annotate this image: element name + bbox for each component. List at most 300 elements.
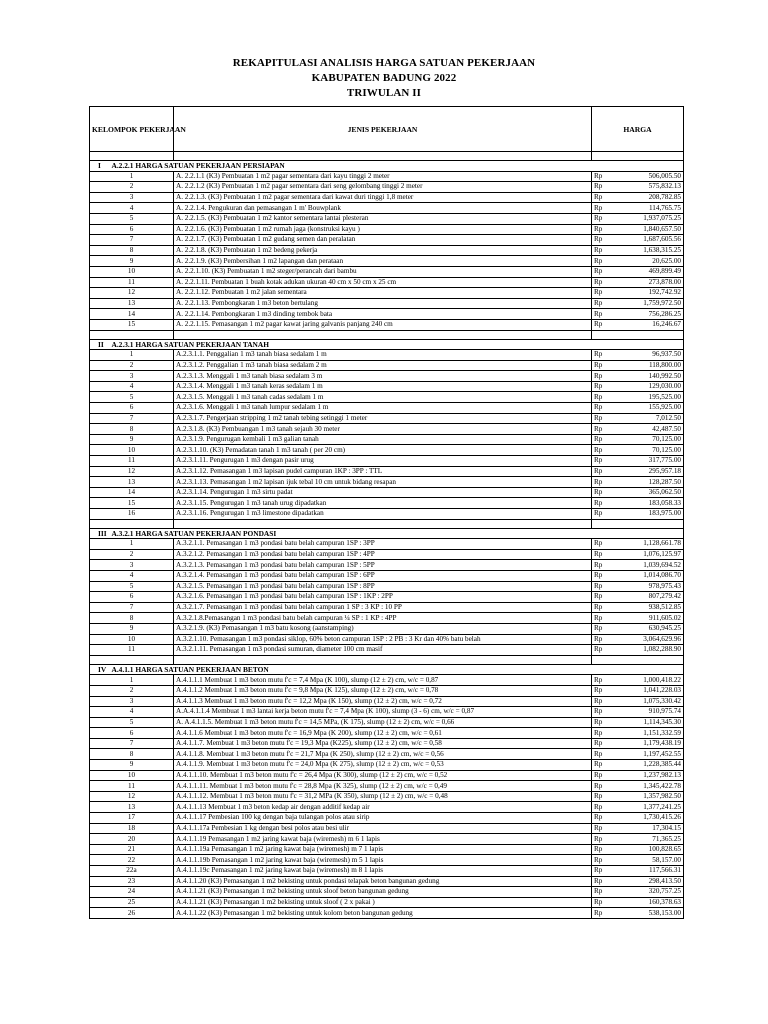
row-number: 6	[90, 403, 174, 414]
row-price: 910,975.74	[622, 707, 684, 718]
spacer-cell	[592, 152, 684, 161]
row-number: 3	[90, 192, 174, 203]
row-description: A. 2.2.1.12. Pembuatan 1 m2 jalan sementara	[174, 288, 592, 299]
row-price: 1,114,345.30	[622, 717, 684, 728]
spacer-row	[90, 655, 684, 664]
spacer-cell	[592, 655, 684, 664]
row-number: 6	[90, 592, 174, 603]
row-number: 5	[90, 581, 174, 592]
spacer-cell	[90, 152, 174, 161]
row-number: 15	[90, 498, 174, 509]
row-price: 1,237,982.13	[622, 770, 684, 781]
row-price: 140,992.50	[622, 371, 684, 382]
row-description: A.4.1.1.17a Pembesian 1 kg dengan besi polos atau besi ulir	[174, 823, 592, 834]
table-row	[90, 813, 684, 824]
row-description: A.2.3.1.8. (K3) Pembuangan 1 m3 tanah sejauh 30 meter	[174, 424, 592, 435]
row-description: A. 2.2.1.8. (K3) Pembuatan 1 m2 bedeng pekerja	[174, 245, 592, 256]
header-harga: HARGA	[592, 107, 684, 152]
table-row	[90, 696, 684, 707]
table-row	[90, 560, 684, 571]
row-number: 6	[90, 224, 174, 235]
row-description: A.3.2.1.6. Pemasangan 1 m3 pondasi batu belah campuran 1SP : 1KP : 2PP	[174, 592, 592, 603]
row-price: 192,742.92	[622, 288, 684, 299]
row-currency: Rp	[592, 487, 622, 498]
row-price: 298,413.50	[622, 876, 684, 887]
row-price: 365,062.50	[622, 487, 684, 498]
row-description: A.4.1.1.8. Membuat 1 m3 beton mutu f'c = 21,7 Mpa (K 250), slump (12 ± 2) cm, w/c = 0,56	[174, 749, 592, 760]
row-price: 1,638,315.25	[622, 245, 684, 256]
row-currency: Rp	[592, 887, 622, 898]
section-row	[90, 339, 684, 350]
table-row	[90, 539, 684, 550]
row-price: 155,925.00	[622, 403, 684, 414]
price-table	[89, 106, 684, 919]
row-number: 13	[90, 802, 174, 813]
row-description: A.2.3.1.12. Pemasangan 1 m3 lapisan pudel campuran 1KP : 3PP : TTL	[174, 466, 592, 477]
row-price: 1,151,332.59	[622, 728, 684, 739]
row-price: 938,512.85	[622, 602, 684, 613]
table-row	[90, 277, 684, 288]
row-number: 12	[90, 791, 174, 802]
table-row	[90, 623, 684, 634]
row-currency: Rp	[592, 319, 622, 330]
row-description: A. 2.2.1.11. Pembuatan 1 buah kotak adukan ukuran 40 cm x 50 cm x 25 cm	[174, 277, 592, 288]
row-price: 160,378.63	[622, 897, 684, 908]
table-row	[90, 298, 684, 309]
row-currency: Rp	[592, 392, 622, 403]
row-currency: Rp	[592, 876, 622, 887]
row-currency: Rp	[592, 171, 622, 182]
row-number: 10	[90, 634, 174, 645]
row-currency: Rp	[592, 245, 622, 256]
row-currency: Rp	[592, 634, 622, 645]
row-currency: Rp	[592, 834, 622, 845]
row-description: A.2.3.1.9. Pengurugan kembali 1 m3 galian tanah	[174, 434, 592, 445]
row-currency: Rp	[592, 413, 622, 424]
row-price: 42,487.50	[622, 424, 684, 435]
row-description: A.3.2.1.11. Pemasangan 1 m3 pondasi sumuran, diameter 100 cm masif	[174, 645, 592, 656]
table-row	[90, 602, 684, 613]
row-currency: Rp	[592, 623, 622, 634]
table-row	[90, 844, 684, 855]
table-row	[90, 866, 684, 877]
table-row	[90, 235, 684, 246]
row-price: 1,197,452.55	[622, 749, 684, 760]
row-price: 17,304.15	[622, 823, 684, 834]
section-row	[90, 528, 684, 539]
table-row	[90, 309, 684, 320]
table-row	[90, 266, 684, 277]
row-number: 2	[90, 182, 174, 193]
spacer-cell	[592, 519, 684, 528]
table-row	[90, 802, 684, 813]
row-number: 4	[90, 203, 174, 214]
row-number: 3	[90, 560, 174, 571]
row-number: 1	[90, 539, 174, 550]
row-number: 8	[90, 613, 174, 624]
table-row	[90, 360, 684, 371]
table-row	[90, 592, 684, 603]
row-price: 70,125.00	[622, 434, 684, 445]
row-price: 295,957.18	[622, 466, 684, 477]
row-currency: Rp	[592, 791, 622, 802]
row-number: 22	[90, 855, 174, 866]
row-description: A.4.1.1.12. Membuat 1 m3 beton mutu f'c = 31,2 MPa (K 350), slump (12 ± 2) cm, w/c = 0,48	[174, 791, 592, 802]
row-number: 11	[90, 277, 174, 288]
row-description: A.4.1.1.19c Pemasangan 1 m2 jaring kawat baja (wiremesh) m 8 1 lapis	[174, 866, 592, 877]
row-currency: Rp	[592, 813, 622, 824]
row-currency: Rp	[592, 675, 622, 686]
table-row	[90, 908, 684, 919]
row-price: 317,775.00	[622, 456, 684, 467]
row-currency: Rp	[592, 770, 622, 781]
row-number: 14	[90, 487, 174, 498]
table-row	[90, 392, 684, 403]
row-currency: Rp	[592, 749, 622, 760]
row-currency: Rp	[592, 360, 622, 371]
row-currency: Rp	[592, 466, 622, 477]
row-number: 17	[90, 813, 174, 824]
table-row	[90, 834, 684, 845]
row-number: 1	[90, 350, 174, 361]
row-price: 978,975.43	[622, 581, 684, 592]
row-number: 9	[90, 434, 174, 445]
row-number: 12	[90, 466, 174, 477]
row-currency: Rp	[592, 738, 622, 749]
row-currency: Rp	[592, 707, 622, 718]
row-price: 1,128,661.78	[622, 539, 684, 550]
row-description: A. 2.2.1.14. Pembongkaran 1 m3 dinding tembok bata	[174, 309, 592, 320]
row-description: A.3.2.1.5. Pemasangan 1 m3 pondasi batu belah campuran 1SP : 8PP	[174, 581, 592, 592]
row-description: A.3.2.1.4. Pemasangan 1 m3 pondasi batu belah campuran 1SP : 6PP	[174, 570, 592, 581]
table-row	[90, 498, 684, 509]
section-row	[90, 161, 684, 172]
spacer-cell	[90, 519, 174, 528]
table-row	[90, 728, 684, 739]
row-description: A. 2.2.1.3. (K3) Pembuatan 1 m2 pagar sementara dari kawat duri tinggi 1,8 meter	[174, 192, 592, 203]
title-line-2: KABUPATEN BADUNG 2022	[311, 72, 457, 84]
row-number: 3	[90, 696, 174, 707]
row-description: A.4.1.1.10. Membuat 1 m3 beton mutu f'c = 26,4 Mpa (K 300), slump (12 ± 2) cm, w/c = 0,52	[174, 770, 592, 781]
row-price: 58,157.00	[622, 855, 684, 866]
row-number: 15	[90, 319, 174, 330]
row-number: 25	[90, 897, 174, 908]
row-number: 9	[90, 256, 174, 267]
row-currency: Rp	[592, 203, 622, 214]
row-number: 14	[90, 309, 174, 320]
table-row	[90, 424, 684, 435]
row-description: A.4.1.1.3 Membuat 1 m3 beton mutu f'c = 12,2 Mpa (K 150), slump (12 ± 2) cm, w/c = 0,72	[174, 696, 592, 707]
table-row	[90, 403, 684, 414]
spacer-row	[90, 152, 684, 161]
row-number: 4	[90, 381, 174, 392]
row-number: 7	[90, 738, 174, 749]
spacer-cell	[592, 330, 684, 339]
table-row	[90, 738, 684, 749]
row-currency: Rp	[592, 728, 622, 739]
table-row	[90, 171, 684, 182]
row-description: A.4.1.1.9. Membuat 1 m3 beton mutu f'c = 24,0 Mpa (K 275), slump (12 ± 2) cm, w/c = 0,53	[174, 760, 592, 771]
row-price: 100,828.65	[622, 844, 684, 855]
table-row	[90, 581, 684, 592]
section-roman: III	[90, 528, 110, 539]
row-currency: Rp	[592, 424, 622, 435]
table-row	[90, 224, 684, 235]
table-row	[90, 613, 684, 624]
row-price: 1,937,075.25	[622, 213, 684, 224]
table-row	[90, 288, 684, 299]
row-currency: Rp	[592, 549, 622, 560]
row-price: 1,759,972.50	[622, 298, 684, 309]
row-description: A.4.1.1.17 Pembesian 100 kg dengan baja tulangan polos atau sirip	[174, 813, 592, 824]
row-currency: Rp	[592, 381, 622, 392]
table-row	[90, 570, 684, 581]
row-description: A.4.1.1.13 Membuat 1 m3 beton kedap air dengan additif kedap air	[174, 802, 592, 813]
row-currency: Rp	[592, 288, 622, 299]
row-number: 22a	[90, 866, 174, 877]
row-price: 1,357,982.50	[622, 791, 684, 802]
row-currency: Rp	[592, 592, 622, 603]
row-number: 21	[90, 844, 174, 855]
row-description: A. A.4.1.1.5. Membuat 1 m3 beton mutu f'c = 14,5 MPa, (K 175), slump (12 ± 2) cm, w/c = 0,66	[174, 717, 592, 728]
table-body	[90, 152, 684, 919]
row-number: 2	[90, 360, 174, 371]
section-roman: I	[90, 161, 110, 172]
spacer-cell	[174, 330, 592, 339]
row-currency: Rp	[592, 560, 622, 571]
row-number: 8	[90, 424, 174, 435]
row-number: 8	[90, 245, 174, 256]
row-currency: Rp	[592, 855, 622, 866]
row-number: 13	[90, 477, 174, 488]
table-row	[90, 781, 684, 792]
table-row	[90, 717, 684, 728]
row-description: A.4.1.1.22 (K3) Pemasangan 1 m2 bekisting untuk kolom beton bangunan gedung	[174, 908, 592, 919]
table-row	[90, 897, 684, 908]
table-row	[90, 319, 684, 330]
row-description: A.2.3.1.3. Menggali 1 m3 tanah biasa sedalam 3 m	[174, 371, 592, 382]
table-row	[90, 192, 684, 203]
row-currency: Rp	[592, 498, 622, 509]
table-row	[90, 675, 684, 686]
row-description: A.2.3.1.16. Pengurugan 1 m3 limestone dipadatkan	[174, 509, 592, 520]
spacer-cell	[174, 655, 592, 664]
spacer-row	[90, 519, 684, 528]
row-price: 273,878.00	[622, 277, 684, 288]
row-currency: Rp	[592, 696, 622, 707]
row-price: 538,153.00	[622, 908, 684, 919]
row-currency: Rp	[592, 760, 622, 771]
row-currency: Rp	[592, 266, 622, 277]
row-price: 469,899.49	[622, 266, 684, 277]
row-price: 129,030.00	[622, 381, 684, 392]
section-row	[90, 664, 684, 675]
row-description: A.2.3.1.11. Pengurugan 1 m3 dengan pasir urug	[174, 456, 592, 467]
row-description: A.3.2.1.10. Pemasangan 1 m3 pondasi siklop, 60% beton campuran 1SP : 2 PB : 3 Kr dan 40% batu belah	[174, 634, 592, 645]
row-description: A.4.1.1.20 (K3) Pemasangan 1 m2 bekisting untuk pondasi telapak beton bangunan gedung	[174, 876, 592, 887]
row-price: 1,179,438.19	[622, 738, 684, 749]
row-price: 1,730,415.26	[622, 813, 684, 824]
row-description: A.4.1.1.2 Membuat 1 m3 beton mutu f'c = 9,8 Mpa (K 125), slump (12 ± 2) cm, w/c = 0,78	[174, 685, 592, 696]
row-number: 5	[90, 213, 174, 224]
row-description: A.2.3.1.1. Penggalian 1 m3 tanah biasa sedalam 1 m	[174, 350, 592, 361]
row-number: 4	[90, 570, 174, 581]
row-price: 1,228,385.44	[622, 760, 684, 771]
row-currency: Rp	[592, 781, 622, 792]
row-price: 71,365.25	[622, 834, 684, 845]
row-description: A.2.3.1.5. Menggali 1 m3 tanah cadas sedalam 1 m	[174, 392, 592, 403]
row-currency: Rp	[592, 277, 622, 288]
row-number: 7	[90, 413, 174, 424]
row-currency: Rp	[592, 350, 622, 361]
row-description: A.2.3.1.13. Pemasangan 1 m2 lapisan ijuk tebal 10 cm untuk bidang resapan	[174, 477, 592, 488]
row-description: A.3.2.1.3. Pemasangan 1 m3 pondasi batu belah campuran 1SP : 5PP	[174, 560, 592, 571]
row-number: 2	[90, 685, 174, 696]
row-currency: Rp	[592, 897, 622, 908]
table-row	[90, 770, 684, 781]
row-price: 118,800.00	[622, 360, 684, 371]
row-currency: Rp	[592, 823, 622, 834]
row-number: 5	[90, 717, 174, 728]
row-description: A.4.1.1.21 (K3) Pemasangan 1 m2 bekisting untuk sloof ( 2 x pakai )	[174, 897, 592, 908]
row-number: 13	[90, 298, 174, 309]
row-description: A. 2.2.1.5. (K3) Pembuatan 1 m2 kantor sementara lantai plesteran	[174, 213, 592, 224]
row-price: 1,082,288.90	[622, 645, 684, 656]
row-currency: Rp	[592, 802, 622, 813]
spacer-cell	[90, 655, 174, 664]
row-description: A.3.2.1.8.Pemasangan 1 m3 pondasi batu belah campuran ¼ SP : 1 KP : 4PP	[174, 613, 592, 624]
row-description: A. 2.2.1.15. Pemasangan 1 m2 pagar kawat jaring galvanis panjang 240 cm	[174, 319, 592, 330]
row-currency: Rp	[592, 182, 622, 193]
row-number: 10	[90, 445, 174, 456]
section-roman: IV	[90, 664, 110, 675]
row-description: A. 2.2.1.9. (K3) Pembersihan 1 m2 lapangan dan perataan	[174, 256, 592, 267]
table-row	[90, 707, 684, 718]
row-price: 70,125.00	[622, 445, 684, 456]
row-currency: Rp	[592, 645, 622, 656]
table-row	[90, 413, 684, 424]
table-row	[90, 350, 684, 361]
row-price: 575,832.13	[622, 182, 684, 193]
row-description: A. 2.2.1.7. (K3) Pembuatan 1 m2 gudang semen dan peralatan	[174, 235, 592, 246]
row-price: 1,014,086.70	[622, 570, 684, 581]
table-row	[90, 487, 684, 498]
row-currency: Rp	[592, 570, 622, 581]
row-currency: Rp	[592, 309, 622, 320]
row-number: 5	[90, 392, 174, 403]
row-price: 208,782.85	[622, 192, 684, 203]
table-row	[90, 509, 684, 520]
table-row	[90, 823, 684, 834]
table-row	[90, 645, 684, 656]
table-row	[90, 434, 684, 445]
row-number: 11	[90, 645, 174, 656]
row-number: 16	[90, 509, 174, 520]
row-price: 1,076,125.97	[622, 549, 684, 560]
row-number: 18	[90, 823, 174, 834]
row-number: 24	[90, 887, 174, 898]
row-description: A.4.1.1.7. Membuat 1 m3 beton mutu f'c = 19,3 Mpa (K225), slump (12 ± 2) cm, w/c = 0,58	[174, 738, 592, 749]
table-row	[90, 371, 684, 382]
spacer-cell	[174, 519, 592, 528]
row-description: A. 2.2.1.1 (K3) Pembuatan 1 m2 pagar sementara dari kayu tinggi 2 meter	[174, 171, 592, 182]
row-description: A.3.2.1.7. Pemasangan 1 m3 pondasi batu belah campuran 1 SP : 3 KP : 10 PP	[174, 602, 592, 613]
section-title: A.2.3.1 HARGA SATUAN PEKERJAAN TANAH	[110, 339, 684, 350]
row-price: 20,625.00	[622, 256, 684, 267]
row-description: A. 2.2.1.6. (K3) Pembuatan 1 m2 rumah jaga (konstruksi kayu )	[174, 224, 592, 235]
row-number: 3	[90, 371, 174, 382]
row-currency: Rp	[592, 298, 622, 309]
spacer-row	[90, 330, 684, 339]
title-line-3: TRIWULAN II	[346, 87, 422, 99]
table-row	[90, 760, 684, 771]
row-number: 11	[90, 781, 174, 792]
table-row	[90, 549, 684, 560]
row-price: 911,605.02	[622, 613, 684, 624]
row-description: A.2.3.1.4. Menggali 1 m3 tanah keras sedalam 1 m	[174, 381, 592, 392]
row-price: 1,345,422.78	[622, 781, 684, 792]
row-price: 195,525.00	[622, 392, 684, 403]
header-jenis: JENIS PEKERJAAN	[174, 107, 592, 152]
row-price: 756,286.25	[622, 309, 684, 320]
row-description: A.2.3.1.6. Menggali 1 m3 tanah lumpur sedalam 1 m	[174, 403, 592, 414]
row-description: A.4.1.1.21 (K3) Pemasangan 1 m2 bekisting untuk sloof beton bangunan gedung	[174, 887, 592, 898]
row-price: 1,377,241.25	[622, 802, 684, 813]
row-description: A.2.3.1.14. Pengurugan 1 m3 sirtu padat	[174, 487, 592, 498]
row-number: 2	[90, 549, 174, 560]
table-row	[90, 791, 684, 802]
row-price: 1,000,418.22	[622, 675, 684, 686]
row-price: 807,279.42	[622, 592, 684, 603]
table-row	[90, 245, 684, 256]
row-number: 4	[90, 707, 174, 718]
table-row	[90, 203, 684, 214]
table-row	[90, 381, 684, 392]
row-number: 6	[90, 728, 174, 739]
row-currency: Rp	[592, 685, 622, 696]
row-description: A.2.3.1.10. (K3) Pemadatan tanah 1 m3 tanah ( per 20 cm)	[174, 445, 592, 456]
row-currency: Rp	[592, 445, 622, 456]
row-description: A.4.1.1.6 Membuat 1 m3 beton mutu f'c = 16,9 Mpa (K 200), slump (12 ± 2) cm, w/c = 0,61	[174, 728, 592, 739]
table-row	[90, 445, 684, 456]
row-price: 16,246.67	[622, 319, 684, 330]
row-number: 1	[90, 675, 174, 686]
row-currency: Rp	[592, 509, 622, 520]
header-kelompok: KELOMPOK PEKERJAAN	[90, 107, 174, 152]
row-currency: Rp	[592, 224, 622, 235]
table-row	[90, 466, 684, 477]
row-number: 11	[90, 456, 174, 467]
row-description: A.A.4.1.1.4 Membuat 1 m3 lantai kerja beton mutu f'c = 7,4 Mpa (K 100), slump (3 - 6) cm, w/c = 0,87	[174, 707, 592, 718]
section-title: A.3.2.1 HARGA SATUAN PEKERJAAN PONDASI	[110, 528, 684, 539]
row-description: A. 2.2.1.13. Pembongkaran 1 m3 beton bertulang	[174, 298, 592, 309]
section-roman: II	[90, 339, 110, 350]
row-description: A.3.2.1.9. (K3) Pemasangan 1 m3 batu kosong (aanstamping)	[174, 623, 592, 634]
table-row	[90, 213, 684, 224]
table-row	[90, 749, 684, 760]
row-price: 1,075,330.42	[622, 696, 684, 707]
row-number: 1	[90, 171, 174, 182]
row-price: 1,041,228.03	[622, 685, 684, 696]
row-currency: Rp	[592, 434, 622, 445]
row-price: 3,064,629.96	[622, 634, 684, 645]
row-price: 1,840,657.50	[622, 224, 684, 235]
row-currency: Rp	[592, 213, 622, 224]
spacer-cell	[174, 152, 592, 161]
section-title: A.4.1.1 HARGA SATUAN PEKERJAAN BETON	[110, 664, 684, 675]
row-description: A. 2.2.1.10. (K3) Pembuatan 1 m2 steger/perancah dari bambu	[174, 266, 592, 277]
row-description: A.2.3.1.15. Pengurugan 1 m3 tanah urug dipadatkan	[174, 498, 592, 509]
